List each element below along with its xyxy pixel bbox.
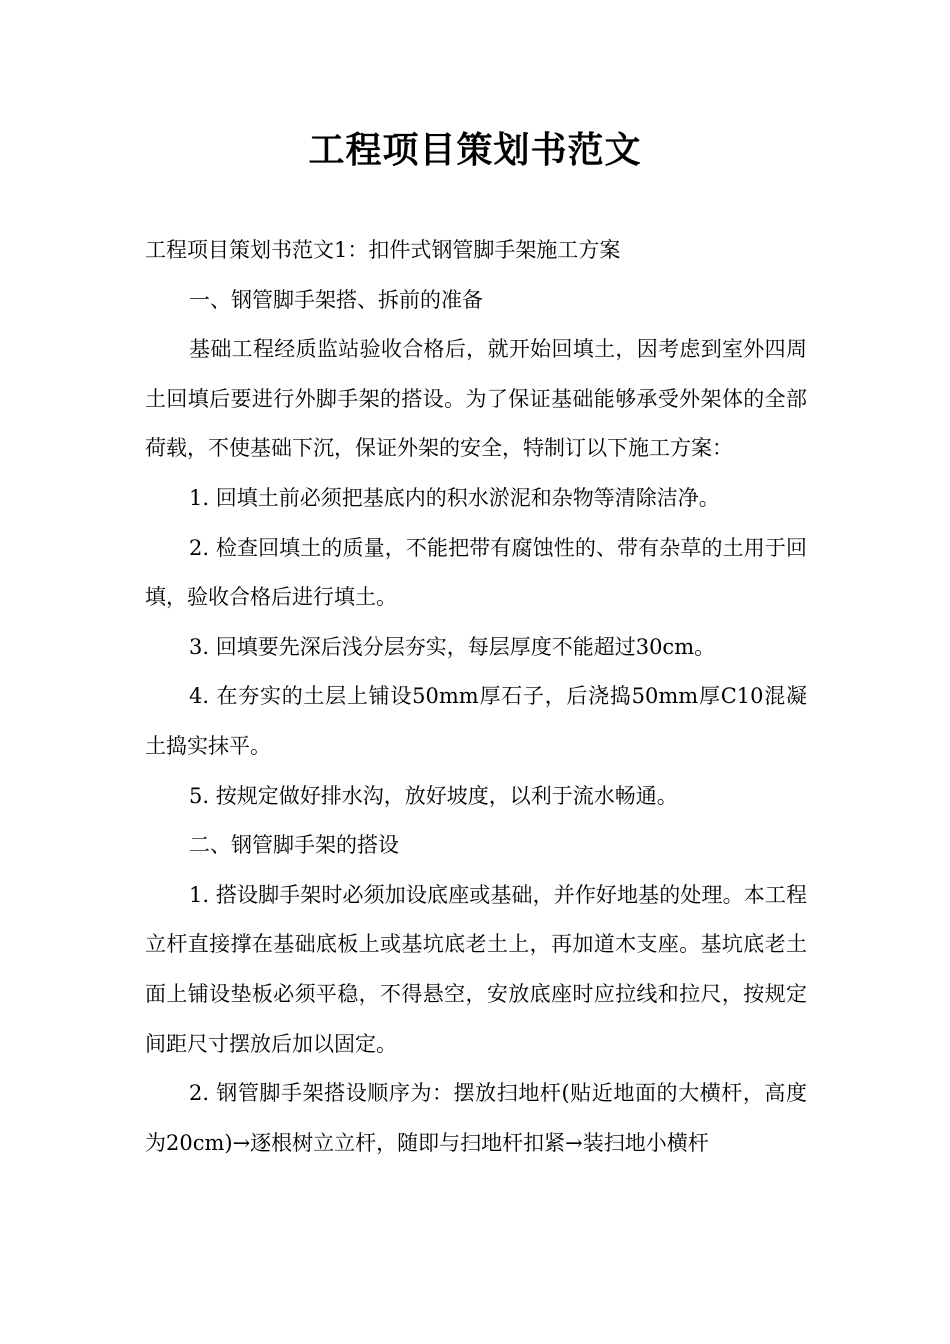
document-body bbox=[145, 226, 807, 1168]
section-heading-2: 二、钢管脚手架的搭设 bbox=[189, 833, 399, 858]
list-item-2: 2. 检查回填土的质量，不能把带有腐蚀性的、带有杂草的土用于回填，验收合格后进行填土。 bbox=[145, 535, 807, 610]
list-item-7: 2. 钢管脚手架搭设顺序为：摆放扫地杆(贴近地面的大横杆，高度为20cm)→逐根树立立杆，随即与扫地杆扣紧→装扫地小横杆 bbox=[145, 1081, 807, 1155]
list-item-6: 1. 搭设脚手架时必须加设底座或基础，并作好地基的处理。本工程立杆直接撑在基础底板上或基坑底老土上，再加道木支座。基坑底老土面上铺设垫板必须平稳，不得悬空，安放底座时应拉线和拉尺，按规定间距尺寸摆放后加以固定。 bbox=[145, 882, 807, 1056]
list-item-4: 4. 在夯实的土层上铺设50mm厚石子，后浇捣50mm厚C10混凝土捣实抹平。 bbox=[145, 684, 807, 758]
section-heading-1: 一、钢管脚手架搭、拆前的准备 bbox=[189, 287, 483, 312]
list-item-5: 5. 按规定做好排水沟，放好坡度，以利于流水畅通。 bbox=[189, 783, 678, 808]
document-title: 工程项目策划书范文 bbox=[308, 130, 642, 171]
list-item-1: 1. 回填土前必须把基底内的积水淤泥和杂物等清除洁净。 bbox=[189, 485, 720, 510]
paragraph-intro: 基础工程经质监站验收合格后，就开始回填土，因考虑到室外四周土回填后要进行外脚手架的搭设。为了保证基础能够承受外架体的全部荷载，不使基础下沉，保证外架的安全，特制订以下施工方案： bbox=[145, 337, 807, 461]
paragraph-heading-1: 工程项目策划书范文1：扣件式钢管脚手架施工方案 bbox=[145, 238, 621, 262]
list-item-3: 3. 回填要先深后浅分层夯实，每层厚度不能超过30cm。 bbox=[189, 634, 716, 659]
